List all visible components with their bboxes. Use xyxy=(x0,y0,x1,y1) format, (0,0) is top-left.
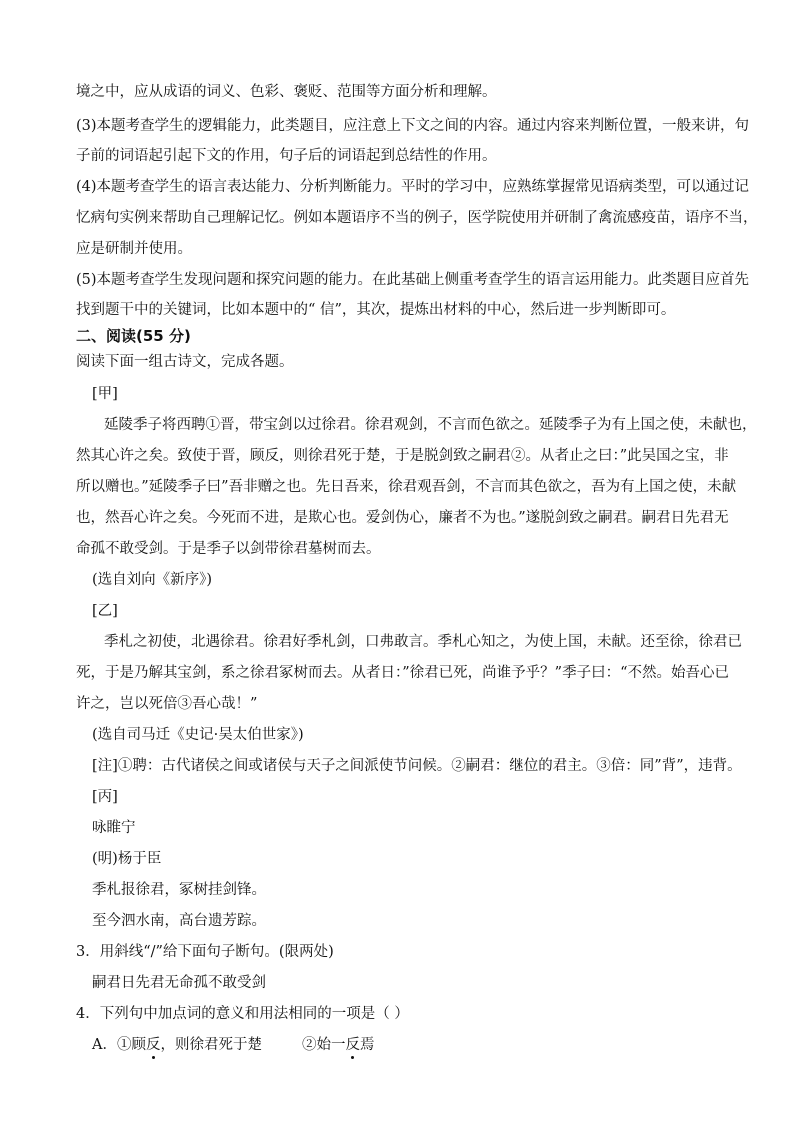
paragraph-line: 境之中，应从成语的词义、色彩、褒贬、范围等方面分析和理解。 xyxy=(76,84,497,100)
section-heading: 二、阅读(55 分) xyxy=(76,327,191,345)
paragraph-line: (3)本题考查学生的逻辑能力，此类题目，应注意上下文之间的内容。通过内容来判断位置，一般来讲，句 xyxy=(76,118,750,134)
option-a-part2-post: 焉 xyxy=(359,1037,375,1053)
option-a-part2-pre: ②始一 xyxy=(301,1037,346,1053)
passage-label-yi: [乙] xyxy=(92,603,118,619)
emphasized-char: 反 xyxy=(145,1037,161,1053)
passage-jia-line: 所以赠也。”延陵季子曰”吾非赠之也。先日吾来，徐君观吾剑，不言而其色欲之，吾为有上国之使，未献 xyxy=(76,479,737,495)
question-4: 4．下列句中加点词的意义和用法相同的一项是（ ） xyxy=(76,1006,409,1022)
paragraph-line: 找到题干中的关键词，比如本题中的“ 信”，其次，提炼出材料的中心，然后进一步判断即可。 xyxy=(76,302,676,318)
poem-line: 季札报徐君，冢树挂剑锋。 xyxy=(92,882,266,898)
source-citation: (选自刘向《新序》) xyxy=(92,572,213,588)
poem-title: 咏睢宁 xyxy=(92,820,136,836)
paragraph-line: 子前的词语起引起下文的作用，句子后的词语起到总结性的作用。 xyxy=(76,148,497,164)
poem-author: (明)杨于臣 xyxy=(92,851,162,867)
paragraph-line: 忆病句实例来帮助自己理解记忆。例如本题语序不当的例子，医学院使用并研制了禽流感疫苗，语序不当， xyxy=(76,210,758,226)
option-a-label: A． xyxy=(92,1037,117,1053)
paragraph-line: (5)本题考查学生发现问题和探究问题的能力。在此基础上侧重考查学生的语言运用能力。此类题目应首先 xyxy=(76,272,750,288)
passage-label-bing: [丙] xyxy=(92,789,118,805)
passage-jia-line: 然其心许之矣。致使于晋，顾反，则徐君死于楚，于是脱剑致之嗣君②。从者止之曰：”此吴国之宝，非 xyxy=(76,448,729,464)
passage-yi-line: 死，于是乃解其宝剑，系之徐君冢树而去。从者日：”徐君已死，尚谁予乎？”季子曰：“不然。始吾心已 xyxy=(76,665,729,681)
passage-jia-line: 延陵季子将西聘①晋，带宝剑以过徐君。徐君观剑，不言而色欲之。延陵季子为有上国之使，未献也， xyxy=(104,417,757,433)
emphasized-char: 反 xyxy=(345,1037,360,1053)
paragraph-line: (4)本题考查学生的语言表达能力、分析判断能力。平时的学习中，应熟练掌握常见语病类型，可以通过记 xyxy=(76,179,750,195)
question-3-sentence: 嗣君日先君无命孤不敢受剑 xyxy=(92,975,266,991)
paragraph-line: 应是研制并使用。 xyxy=(76,241,192,257)
passage-jia-line: 命孤不敢受剑。于是季子以剑带徐君墓树而去。 xyxy=(76,541,381,557)
passage-yi-line: 季札之初使，北遇徐君。徐君好季札剑，口弗敢言。季札心知之，为使上国，未献。还至徐，徐君已 xyxy=(104,634,742,650)
option-a xyxy=(92,1035,374,1055)
passage-yi-line: 许之，岂以死倍③吾心哉！” xyxy=(76,696,258,712)
footnotes: [注]①聘：古代诸侯之间或诸侯与天子之间派使节问候。②嗣君：继位的君主。③倍：同”背”，违背。 xyxy=(92,758,742,774)
passage-label-jia: [甲] xyxy=(92,386,118,402)
source-citation: (选自司马迁《史记·吴太伯世家》) xyxy=(92,727,304,743)
poem-line: 至今泗水南，高台遗芳踪。 xyxy=(92,913,266,929)
question-3: 3．用斜线“/”给下面句子断句。(限两处) xyxy=(76,944,334,960)
option-a-part1-pre: ①顾 xyxy=(116,1037,146,1053)
passage-jia-line: 也，然吾心许之矣。今死而不进，是欺心也。爱剑伪心，廉者不为也。”遂脱剑致之嗣君。嗣君日先君无 xyxy=(76,510,729,526)
option-a-part1-post: ，则徐君死于楚 xyxy=(160,1037,262,1053)
instruction-text: 阅读下面一组古诗文，完成各题。 xyxy=(76,354,294,370)
